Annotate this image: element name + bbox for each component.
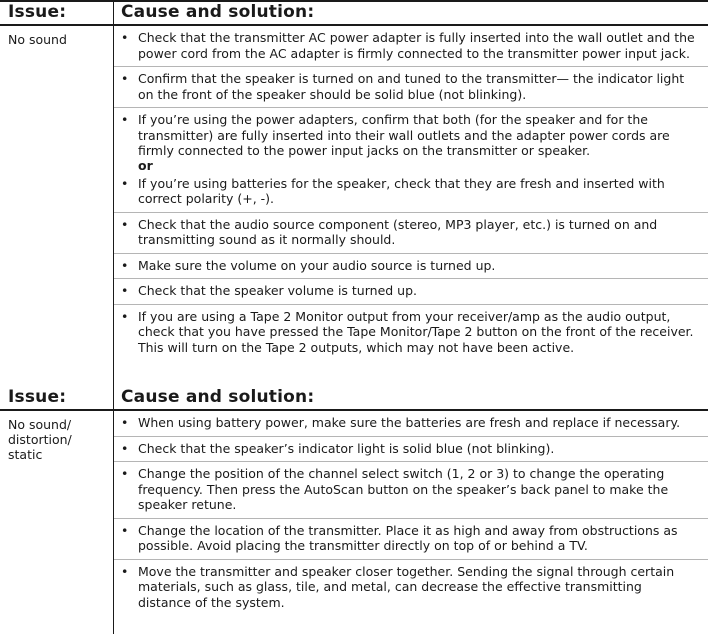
bullet-icon: •: [121, 308, 129, 324]
solution-item: [114, 462, 708, 519]
solution-item: [114, 108, 708, 172]
bullet-icon: •: [121, 563, 129, 579]
issue-label: No sound/ distortion/ static: [8, 417, 72, 462]
bullet-icon: •: [121, 415, 129, 430]
solution-text: Check that the speaker’s indicator light is solid blue (not blinking).: [138, 440, 555, 456]
solution-item: [114, 411, 708, 437]
or-separator: or: [138, 157, 153, 173]
bullet-icon: •: [121, 216, 129, 232]
cause-heading: Cause and solution:: [121, 387, 315, 407]
issue-section-distortion: [0, 385, 708, 636]
solution-item: [114, 172, 708, 213]
solution-list: [114, 26, 708, 360]
bullet-icon: •: [121, 466, 129, 481]
bullet-icon: •: [121, 440, 129, 456]
solution-item: [114, 560, 708, 616]
solution-text: Move the transmitter and speaker closer together. Sending the signal through certain materials, such as glass, tile, and metal, can decrease the effective transmitting distance of the system.: [138, 563, 675, 610]
section-header: [0, 0, 708, 26]
bullet-icon: •: [121, 283, 129, 298]
solution-text: Change the location of the transmitter. Place it as high and away from obstructions as possible. Avoid placing the transmitter directly on top of or behind a TV.: [138, 522, 678, 553]
bullet-icon: •: [121, 30, 129, 45]
solution-item: [114, 437, 708, 463]
solution-text: Make sure the volume on your audio source is turned up.: [138, 257, 496, 273]
solution-text: Change the position of the channel select switch (1, 2 or 3) to change the operating frequency. Then press the AutoScan button on the speaker’s back panel to make the speaker retune.: [138, 466, 669, 512]
solution-list: [114, 411, 708, 615]
solution-item: [114, 305, 708, 361]
bullet-icon: •: [121, 71, 129, 86]
solution-text: If you are using a Tape 2 Monitor output from your receiver/amp as the audio output, check that you have pressed the Tape Monitor/Tape 2 button on the front of the receiver. This will turn on the Tape 2 outputs, which may not have been active.: [138, 308, 694, 355]
bullet-icon: •: [121, 112, 129, 127]
solution-item: [114, 254, 708, 280]
solution-item: [114, 279, 708, 305]
section-header: [0, 385, 708, 411]
solution-item: [114, 213, 708, 254]
issue-heading: Issue:: [8, 387, 67, 407]
solution-item: [114, 67, 708, 108]
bullet-icon: •: [121, 175, 129, 191]
bullet-icon: •: [121, 522, 129, 538]
solution-text: Confirm that the speaker is turned on and tuned to the transmitter— the indicator light on the front of the speaker should be solid blue (not blinking).: [138, 71, 685, 102]
cause-heading: Cause and solution:: [121, 2, 315, 22]
solution-text: Check that the audio source component (stereo, MP3 player, etc.) is turned on and transmitting sound as it normally should.: [138, 216, 658, 247]
solution-text: Check that the speaker volume is turned up.: [138, 283, 417, 298]
solution-text: If you’re using batteries for the speaker, check that they are fresh and inserted with correct polarity (+, -).: [138, 175, 665, 206]
issue-label: No sound: [8, 32, 67, 47]
solution-text: If you’re using the power adapters, confirm that both (for the speaker and for the transmitter) are fully inserted into their wall outlets and the adapter power cords are firmly connected to the power input jacks on the transmitter or speaker.: [138, 112, 670, 158]
bullet-icon: •: [121, 257, 129, 273]
solution-item: [114, 519, 708, 560]
solution-text: When using battery power, make sure the batteries are fresh and replace if necessary.: [138, 415, 681, 430]
solution-text: Check that the transmitter AC power adapter is fully inserted into the wall outlet and the power cord from the AC adapter is firmly connected to the transmitter power input jack.: [138, 30, 695, 61]
solution-item: [114, 26, 708, 67]
issue-heading: Issue:: [8, 2, 67, 22]
